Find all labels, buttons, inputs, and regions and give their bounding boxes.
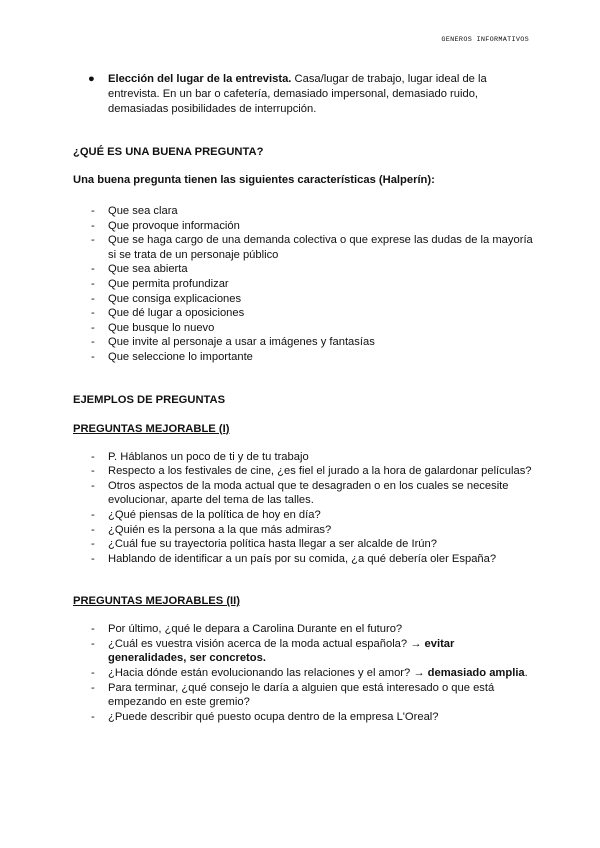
characteristics-list [73,204,533,365]
list-item: - Que dé lugar a oposiciones [91,307,245,320]
list-item: - ¿Cuál es vuestra visión acerca de la moda actual española? → evitar generalidades, ser concretos. [91,637,455,665]
list-item: - ¿Cuál fue su trayectoria política hasta llegar a ser alcalde de Irún? [91,538,437,551]
list-item: - Que permita profundizar [91,277,229,290]
group-title-mejorable-1: PREGUNTAS MEJORABLE (I) [73,422,230,435]
list-item: - Que invite al personaje a usar a imágenes y fantasías [91,336,375,349]
list-item: - Respecto a los festivales de cine, ¿es fiel el jurado a la hora de galardonar películas? [91,465,532,478]
intro-bullet-bold: Elección del lugar de la entrevista. [108,73,292,85]
mejorable-1-list [73,450,533,567]
section-title-examples: EJEMPLOS DE PREGUNTAS [73,393,226,406]
group-title-mejorables-2: PREGUNTAS MEJORABLES (II) [73,595,240,608]
bullet-dot-icon: ● [88,73,95,85]
running-header: GENEROS INFORMATIVOS [441,36,529,44]
section-subtitle-characteristics: Una buena pregunta tienen las siguientes características (Halperín): [73,174,435,186]
list-item: - P. Háblanos un poco de ti y de tu trabajo [91,450,309,463]
list-item: - Para terminar, ¿qué consejo le daría a alguien que está interesado o que está empezando en este gremio? [91,681,495,709]
intro-bullet [73,72,533,117]
list-item: - Que busque lo nuevo [91,321,215,334]
list-item: - ¿Qué piensas de la política de hoy en día? [91,508,321,521]
correction-note: evitar generalidades, ser concretos. [108,637,455,665]
section-title-good-question: ¿QUÉ ES UNA BUENA PREGUNTA? [73,146,264,158]
list-item: - Que sea abierta [91,263,188,276]
document-body [73,72,533,724]
list-item: - Por último, ¿qué le depara a Carolina Durante en el futuro? [91,623,403,636]
list-item: - Que sea clara [91,205,178,217]
list-item: - Que seleccione lo importante [91,350,253,363]
list-item: - Que se haga cargo de una demanda colectiva o que exprese las dudas de la mayoría si se trata de un personaje público [91,234,533,261]
mejorables-2-list [73,622,533,724]
list-item: - ¿Puede describir qué puesto ocupa dentro de la empresa L'Oreal? [91,710,439,723]
list-item: - Que provoque información [91,219,240,232]
list-item: - ¿Hacia dónde están evolucionando las relaciones y el amor? → demasiado amplia. [91,667,528,680]
correction-note: demasiado amplia [427,667,525,680]
list-item: - Otros aspectos de la moda actual que te desagraden o en los cuales se necesite evolucionar, aparte del tema de las talles. [91,479,509,507]
list-item: - Que consiga explicaciones [91,292,242,305]
list-item: - ¿Quién es la persona a la que más admiras? [91,523,332,536]
intro-bullet-text: Casa/lugar de trabajo, lugar ideal de la entrevista. En un bar o cafetería, demasiado impersonal, demasiado ruido, demasiadas posibilidades de interrupción. [108,73,487,115]
list-item: - Hablando de identificar a un país por su comida, ¿a qué debería oler España? [91,552,497,565]
